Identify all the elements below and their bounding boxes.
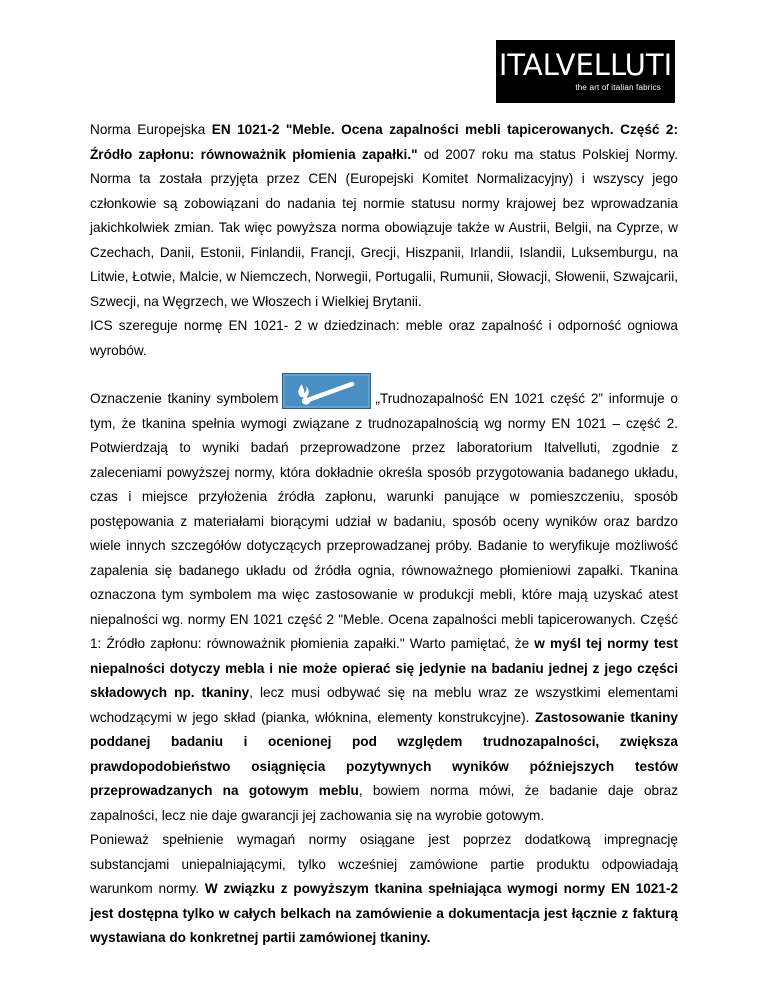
paragraph-ics: ICS szereguje normę EN 1021- 2 w dziedzinach: meble oraz zapalność i odporność ogniowa wyrobów. [90, 318, 678, 358]
paragraph-norm-status [90, 118, 678, 314]
bold-run: w myśl tej normy test niepalności dotyczy mebla i nie może opierać się jedynie na badaniu jednej z jego części składowych np. tkaniny [90, 636, 678, 700]
bold-run: W związku z powyższym tkanina spełniająca wymogi normy EN 1021-2 jest dostępna tylko w całych belkach na zamówienie a dokumentacja jest łącznie z fakturą wystawiana do konkretnej partii zamówionej tkaniny. [90, 881, 679, 945]
text-run: od 2007 roku ma status Polskiej Normy. Norma ta została przyjęta przez CEN (Europejski Komitet Normalizacyjny) i wszyscy jego członkowie są zobowiązani do nadania tej normie statusu normy krajowej bez wprowadzania jakichkolwiek zmian. Tak więc powyższa norma obowiązuje także w Austrii, Belgii, na Cyprze, w Czechach, Danii, Estonii, Finlandii, Francji, Grecji, Hiszpanii, Irlandii, Islandii, Luksemburgu, na Litwie, Łotwie, Malcie, w Niemczech, Norwegii, Portugalii, Rumunii, Słowacji, Słowenii, Szwajcarii, Szwecji, na Węgrzech, we Włoszech i Wielkiej Brytanii. [90, 146, 678, 309]
text-run: Norma Europejska [90, 122, 212, 137]
bold-run: Zastosowanie tkaniny poddanej badaniu i ocenionej pod względem trudnozapalności, zwiększa prawdopodobieństwo osiągnięcia pozytywnych wyników późniejszych testów przeprowadzanych na gotowym meblu [90, 709, 678, 798]
match-flame-icon [282, 373, 371, 409]
logo-tagline: the art of italian fabrics [575, 83, 661, 92]
logo-name: ITALVELLUTI [498, 48, 673, 82]
paragraph-symbol [90, 373, 678, 828]
text-run: Oznaczenie tkaniny symbolem [90, 391, 279, 406]
text-run: , lecz musi odbywać się na meblu wraz ze wszystkimi elementami wchodzącymi w jego skład (pianka, włóknina, elementy konstrukcyjne). [90, 685, 679, 725]
paragraph-gap [90, 363, 678, 373]
document-body [90, 118, 678, 951]
norm-title-bold: EN 1021-2 "Meble. Ocena zapalności mebli tapicerowanych. Część 2: Źródło zapłonu: równoważnik płomienia zapałki." [90, 122, 679, 162]
text-run: Ponieważ spełnienie wymagań normy osiągane jest poprzez dodatkową impregnację substancjami uniepalniającymi, tylko wcześniej zamówione partie produktu odpowiadają warunkom normy. [90, 832, 678, 896]
text-run: „Trudnozapalność EN 1021 część 2” informuje o tym, że tkanina spełnia wymogi związane z trudnozapalnością wg normy EN 1021 – część 2. Potwierdzają to wyniki badań przeprowadzone przez laboratorium Italvelluti, zgodnie z zaleceniami powyższej normy, która dokładnie określa sposób przygotowania badanego układu, czas i miejsce przyłożenia źródła zapłonu, warunki panujące w pomieszczeniu, sposób postępowania z materiałami biorącymi udział w badaniu, sposób oceny wyników oraz bardzo wiele innych szczegółów dotyczących przeprowadzanej próby. Badanie to weryfikuje możliwość zapalenia się badanego układu od źródła ognia, równoważnego płomieniowi zapałki. Tkanina oznaczona tym symbolem ma więc zastosowanie w produkcji mebli, które mają uzyskać atest niepalności wg. normy EN 1021 część 2 "Meble. Ocena zapalności mebli tapicerowanych. Część 1: Źródło zapłonu: równoważnik płomienia zapałki." Warto pamiętać, że [90, 391, 678, 651]
text-run: , bowiem norma mówi, że badanie daje obraz zapalności, lecz nie daje gwarancji jej zachowania się na wyrobie gotowym. [90, 783, 678, 823]
paragraph-availability [90, 828, 678, 951]
italvelluti-logo [496, 40, 675, 103]
